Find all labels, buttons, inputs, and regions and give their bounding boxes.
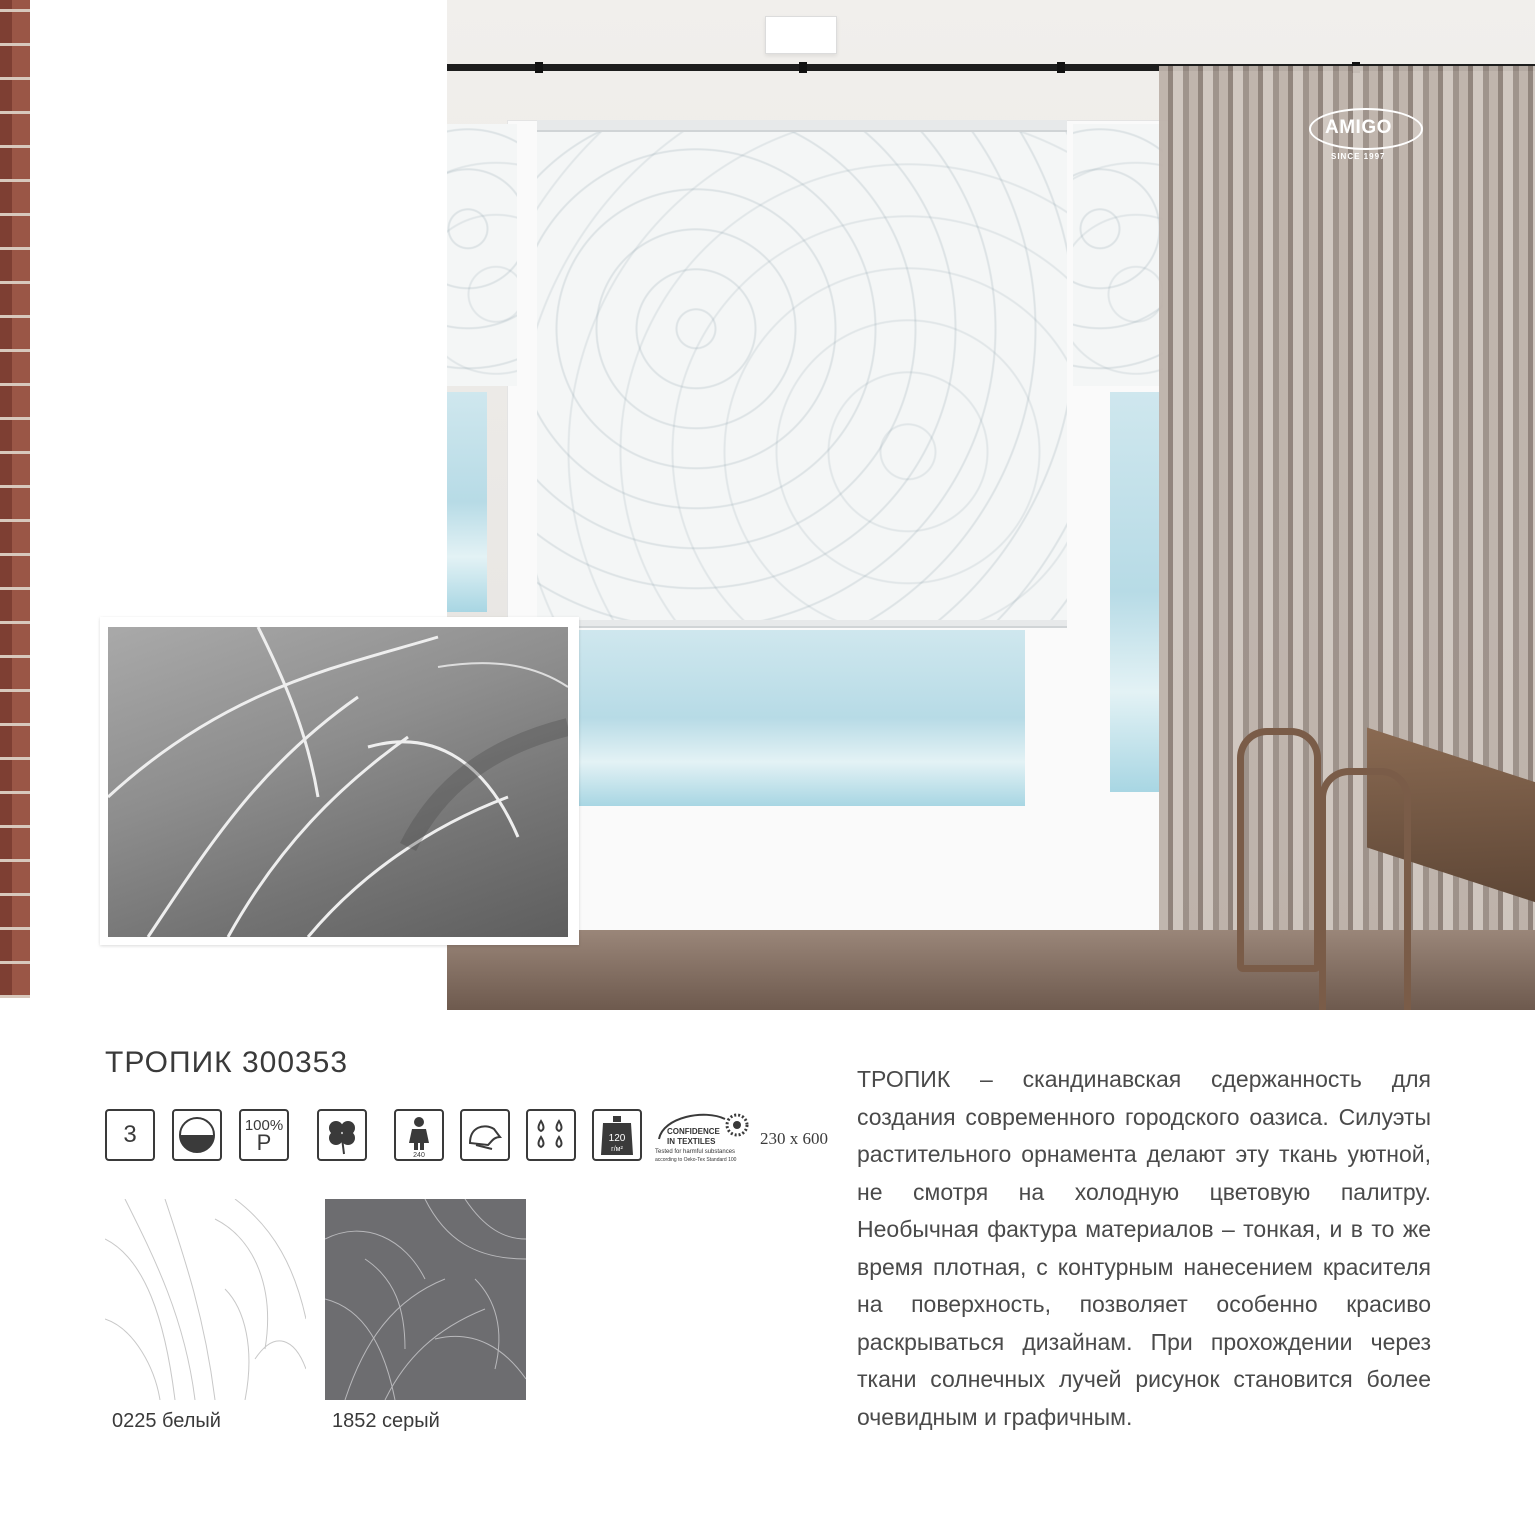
roller-blind-center xyxy=(537,132,1067,624)
product-title: ТРОПИК 300353 xyxy=(105,1046,349,1079)
logo-name: AMIGO xyxy=(1325,117,1392,138)
logo-since: SINCE 1997 xyxy=(1331,152,1386,161)
swatch-label: 1852 серый xyxy=(332,1410,440,1432)
window-glass-right xyxy=(1110,392,1160,792)
dimout-icon xyxy=(172,1109,222,1161)
ceiling-lamp xyxy=(765,16,837,54)
density-icon xyxy=(592,1109,642,1161)
dimensions-label: 230 x 600 xyxy=(760,1129,828,1148)
roller-blind-right xyxy=(1073,124,1163,386)
hand-wash-icon xyxy=(460,1109,510,1161)
child-safety-icon xyxy=(394,1109,444,1161)
product-description: ТРОПИК – скандинавская сдержанность для создания современного городского оазиса. Силуэты растительного орнамента делают эту ткань уютной, не смотря на холодную цветовую палитру. Необычная фактура материалов – тонкая, и в то же время плотная, с контурным нанесением красителя на поверхность, позволяет особенно красиво раскрываться дизайнам. При прохождении через ткани солнечных лучей рисунок становится более очевидным и графичным. xyxy=(857,1066,1431,1430)
roller-blind-bottom-bar xyxy=(537,620,1067,628)
brick-wall-strip xyxy=(0,0,30,998)
window-glass-center xyxy=(579,630,1025,806)
polyester-icon: 100% P xyxy=(239,1109,289,1161)
oeko-tex-icon: CONFIDENCE IN TEXTILES Tested for harmful substances according to Oeko-Tex Standard 100 xyxy=(655,1109,753,1163)
roller-blind-cassette xyxy=(537,120,1067,132)
svg-text:240: 240 xyxy=(413,1152,425,1157)
fabric-pattern-lines xyxy=(108,627,568,937)
amigo-logo xyxy=(1309,108,1425,166)
chair xyxy=(1237,728,1321,972)
swatch-white xyxy=(105,1199,306,1400)
chair xyxy=(1319,768,1411,1010)
fabric-closeup-frame xyxy=(100,617,579,945)
swatch-gray xyxy=(325,1199,526,1400)
window-glass-left xyxy=(447,392,487,612)
class-3-icon: 3 xyxy=(105,1109,155,1161)
svg-text:г/м²: г/м² xyxy=(611,1146,623,1153)
roller-blind-left xyxy=(447,124,517,386)
interior-photo xyxy=(447,0,1535,1010)
fabric-closeup-image xyxy=(108,627,568,937)
flower-icon xyxy=(317,1109,367,1161)
swatch-label: 0225 белый xyxy=(112,1410,221,1432)
drops-icon xyxy=(526,1109,576,1161)
svg-text:120: 120 xyxy=(608,1133,626,1144)
